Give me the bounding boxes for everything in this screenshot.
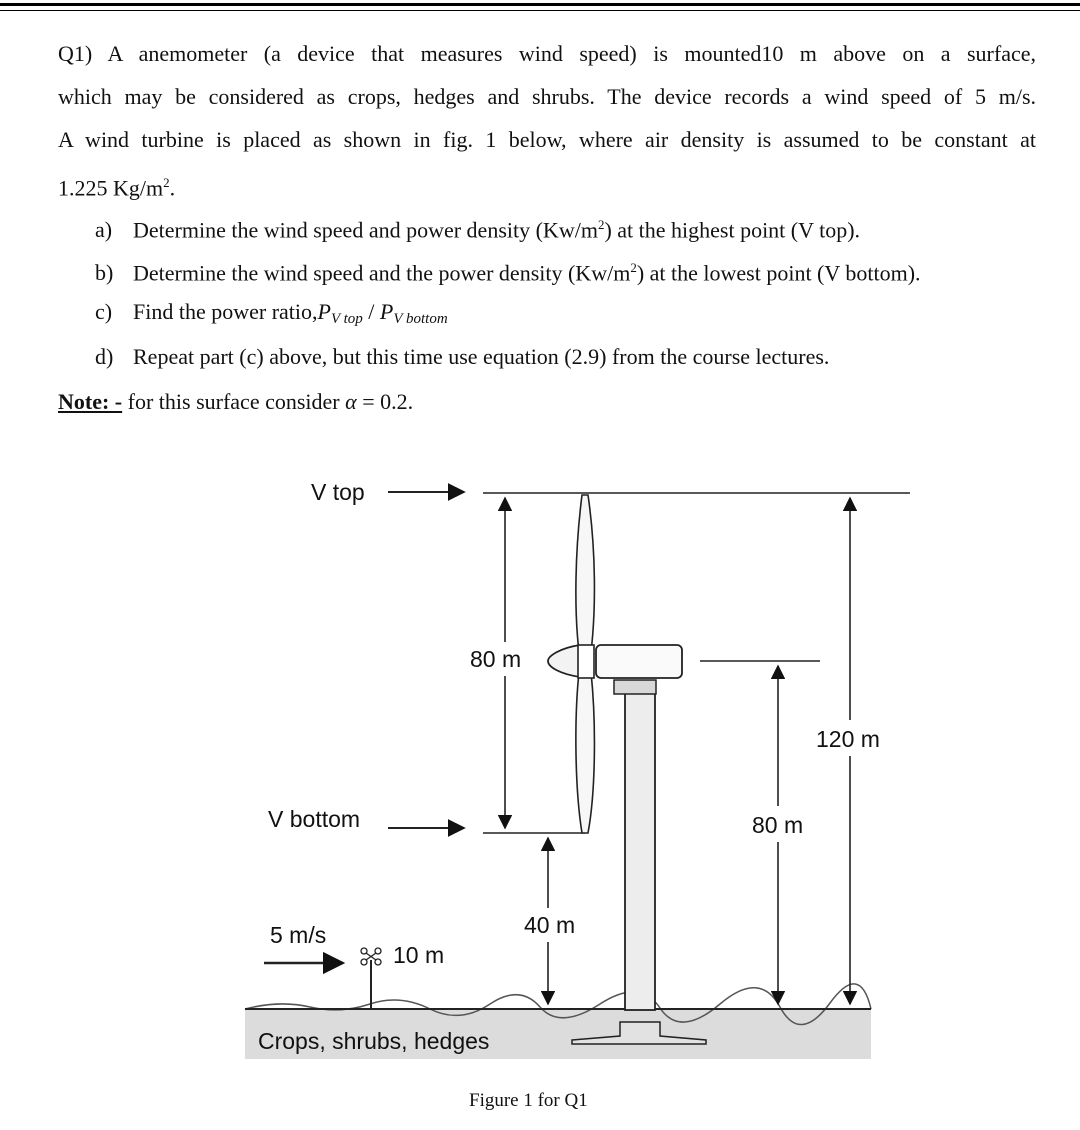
- v-top-label: V top: [311, 479, 365, 505]
- tower: [625, 690, 655, 1010]
- note-label: Note: -: [58, 389, 123, 414]
- power-symbol-top: P: [317, 299, 331, 324]
- part-d-label: d): [95, 344, 114, 369]
- part-c: [95, 297, 448, 334]
- question-line-1: Q1) A anemometer (a device that measures wind speed) is mounted10 m above on a surface,: [58, 41, 1036, 66]
- hub-height-label: 80 m: [752, 812, 804, 838]
- alpha-value: = 0.2.: [356, 389, 414, 414]
- nacelle: [596, 645, 682, 678]
- air-density-exponent: 2: [163, 175, 170, 190]
- surface-label: Crops, shrubs, hedges: [258, 1028, 490, 1054]
- power-subscript-bottom: V bottom: [393, 311, 448, 327]
- question-line-4: [58, 161, 1036, 204]
- part-b-text-end: ) at the lowest point (V bottom).: [636, 260, 921, 286]
- anemometer-height-label: 10 m: [393, 942, 445, 968]
- part-a-text: Determine the wind speed and power density (Kw/m: [133, 217, 598, 243]
- part-c-label: c): [95, 299, 113, 324]
- part-a-exponent: 2: [597, 217, 605, 232]
- question-line-2: which may be considered as crops, hedges and shrubs. The device records a wind speed of 5 m/s.: [58, 84, 1036, 109]
- part-b-text: Determine the wind speed and the power density (Kw/m: [133, 260, 631, 286]
- part-a-text-end: ) at the highest point (V top).: [604, 217, 861, 243]
- air-density-period: .: [169, 175, 176, 201]
- part-b-label: b): [95, 260, 114, 286]
- note-text: for this surface consider: [122, 389, 346, 414]
- figure-caption: Figure 1 for Q1: [469, 1090, 588, 1111]
- rotor-hub: [578, 645, 594, 678]
- total-height-label: 120 m: [816, 726, 880, 752]
- upper-blade: [576, 495, 595, 652]
- blade-clearance-label: 40 m: [524, 912, 576, 938]
- air-density-value: 1.225 Kg/m: [58, 175, 164, 201]
- power-symbol-bottom: P: [379, 299, 394, 324]
- lower-blade: [576, 672, 595, 833]
- power-subscript-top: V top: [330, 311, 363, 327]
- hub-nose: [548, 645, 580, 677]
- part-d-text: Repeat part (c) above, but this time use equation (2.9) from the course lectures.: [133, 344, 830, 369]
- alpha-symbol: α: [345, 389, 357, 414]
- header-rule-thin: [0, 10, 1080, 11]
- wind-turbine-figure: [0, 440, 1080, 1130]
- note: [58, 387, 413, 417]
- ratio-slash: /: [362, 299, 380, 324]
- part-b: [95, 253, 921, 288]
- part-b-exponent: 2: [630, 260, 637, 275]
- v-bottom-label: V bottom: [268, 806, 361, 832]
- part-a: [95, 210, 860, 245]
- question-line-3: A wind turbine is placed as shown in fig. 1 below, where air density is assumed to be constant at: [58, 127, 1036, 152]
- part-a-label: a): [95, 217, 113, 243]
- part-d: [95, 342, 829, 372]
- header-rule-thick: [0, 3, 1080, 6]
- rotor-diameter-label: 80 m: [470, 646, 522, 672]
- yaw-bearing: [614, 680, 656, 694]
- wind-speed-label: 5 m/s: [270, 922, 327, 948]
- question-paragraph: [58, 32, 1036, 204]
- part-c-text: Find the power ratio,: [133, 299, 318, 324]
